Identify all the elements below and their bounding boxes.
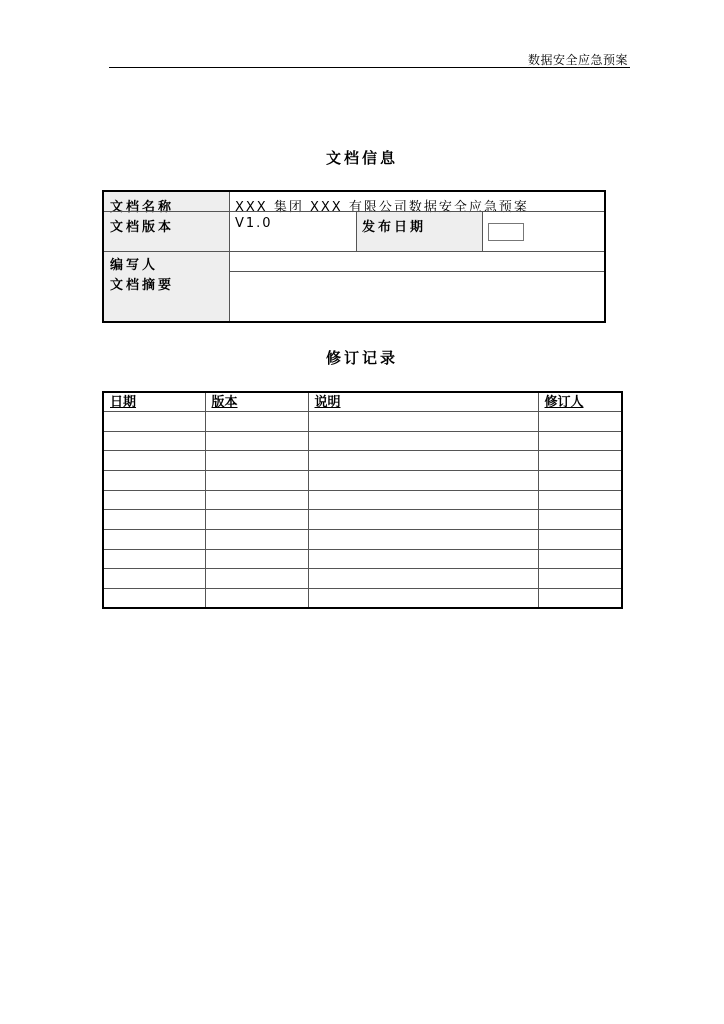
table-cell[interactable] — [103, 588, 205, 608]
table-cell[interactable] — [103, 471, 205, 491]
table-cell[interactable] — [308, 529, 538, 549]
revision-title: 修订记录 — [325, 349, 398, 367]
table-cell[interactable] — [308, 569, 538, 589]
divider — [229, 271, 604, 272]
table-cell[interactable] — [308, 588, 538, 608]
table-cell[interactable] — [103, 510, 205, 530]
table-cell[interactable] — [103, 431, 205, 451]
table-cell[interactable] — [538, 529, 622, 549]
table-cell[interactable] — [205, 431, 308, 451]
table-row — [103, 431, 622, 451]
table-cell[interactable] — [538, 549, 622, 569]
table-cell[interactable] — [308, 549, 538, 569]
table-cell[interactable] — [205, 451, 308, 471]
table-row — [103, 451, 622, 471]
table-cell[interactable] — [103, 490, 205, 510]
release-date-label: 发布日期 — [362, 220, 427, 235]
table-cell[interactable] — [205, 412, 308, 432]
table-cell[interactable] — [103, 549, 205, 569]
revision-header-row — [103, 392, 622, 412]
header-rule — [109, 67, 630, 68]
summary-value[interactable] — [229, 274, 604, 319]
release-date-field[interactable] — [488, 223, 524, 241]
summary-label: 文档摘要 — [110, 278, 175, 293]
version-label: 文档版本 — [110, 220, 175, 235]
table-cell[interactable] — [103, 451, 205, 471]
table-cell[interactable] — [205, 471, 308, 491]
table-cell[interactable] — [538, 431, 622, 451]
table-cell[interactable] — [308, 412, 538, 432]
author-label: 编写人 — [110, 258, 159, 273]
doc-version-value[interactable]: V1.0 — [235, 216, 273, 231]
table-cell[interactable] — [205, 549, 308, 569]
table-cell[interactable] — [103, 569, 205, 589]
table-cell[interactable] — [308, 471, 538, 491]
page-header: 数据安全应急预案 — [527, 53, 628, 67]
divider — [482, 211, 483, 251]
divider — [356, 211, 357, 251]
revision-table — [102, 391, 623, 609]
table-cell[interactable] — [538, 471, 622, 491]
table-cell[interactable] — [538, 588, 622, 608]
table-row — [103, 490, 622, 510]
column-header-description: 说明 — [308, 392, 538, 412]
table-row — [103, 549, 622, 569]
doc-info-title: 文档信息 — [325, 149, 398, 167]
table-cell[interactable] — [538, 569, 622, 589]
table-cell[interactable] — [308, 510, 538, 530]
table-cell[interactable] — [103, 412, 205, 432]
table-cell[interactable] — [205, 588, 308, 608]
table-row — [103, 471, 622, 491]
table-cell[interactable] — [103, 529, 205, 549]
table-row — [103, 412, 622, 432]
table-cell[interactable] — [538, 451, 622, 471]
table-cell[interactable] — [308, 451, 538, 471]
table-row — [103, 569, 622, 589]
table-cell[interactable] — [538, 412, 622, 432]
doc-info-table — [102, 190, 606, 323]
table-row — [103, 529, 622, 549]
table-cell[interactable] — [205, 510, 308, 530]
name-label: 文档名称 — [110, 200, 175, 215]
table-row — [103, 510, 622, 530]
table-cell[interactable] — [538, 490, 622, 510]
divider — [104, 211, 604, 212]
table-cell[interactable] — [205, 490, 308, 510]
table-row — [103, 588, 622, 608]
table-cell[interactable] — [205, 529, 308, 549]
column-header-reviser: 修订人 — [538, 392, 622, 412]
table-cell[interactable] — [308, 431, 538, 451]
column-header-version: 版本 — [205, 392, 308, 412]
table-cell[interactable] — [308, 490, 538, 510]
table-cell[interactable] — [205, 569, 308, 589]
column-header-date: 日期 — [103, 392, 205, 412]
divider — [104, 251, 604, 252]
table-cell[interactable] — [538, 510, 622, 530]
doc-name-value[interactable]: XXX 集团 XXX 有限公司数据安全应急预案 — [235, 200, 529, 215]
